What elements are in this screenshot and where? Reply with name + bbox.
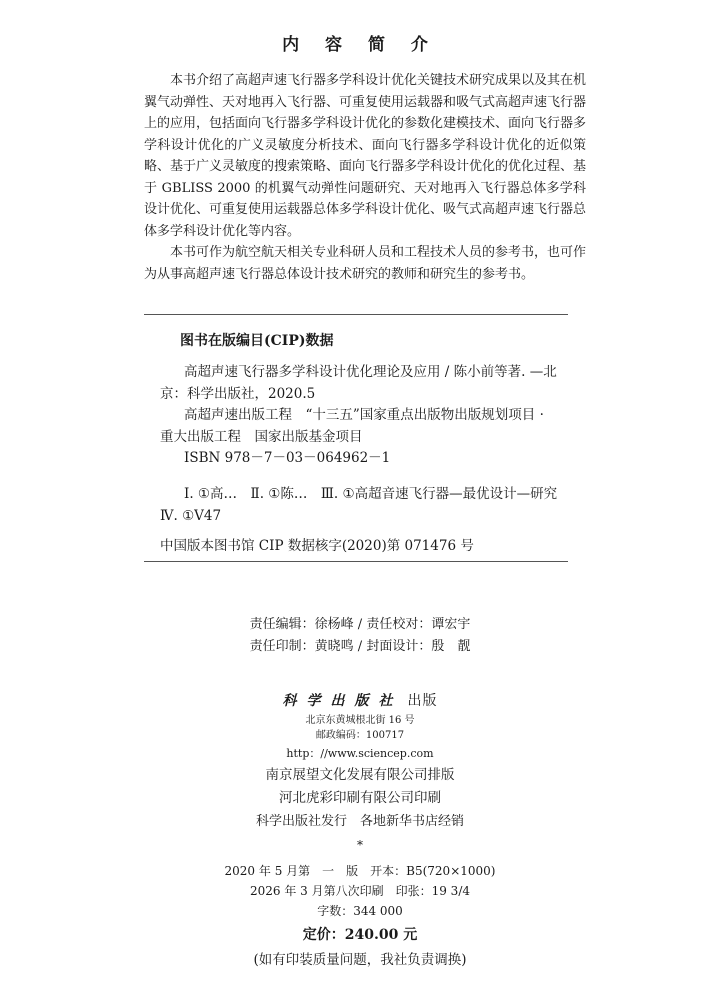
publisher-url: http：//www.sciencep.com <box>286 747 434 760</box>
distribution: 科学出版社发行 各地新华书店经销 <box>255 814 464 829</box>
page-title: 内 容 简 介 <box>282 35 438 55</box>
typesetter: 南京展望文化发展有限公司排版 <box>265 767 455 783</box>
cip-record-block <box>160 536 560 558</box>
publisher-logo-name: 科学出版社 <box>282 693 403 709</box>
separator-asterisk: * <box>357 838 363 852</box>
publisher-postcode: 邮政编码：100717 <box>315 730 405 741</box>
cip-isbn: ISBN 978－7－03－064962－1 <box>184 450 391 466</box>
word-count: 字数：344 000 <box>317 904 403 918</box>
cip-series: 高超声速出版工程 “十三五”国家重点出版物出版规划项目 · 重大出版工程 国家出版基金项目 <box>160 407 544 445</box>
cip-block <box>160 362 560 470</box>
intro-paragraph-2: 本书可作为航空航天相关专业科研人员和工程技术人员的参考书，也可作为从事高超声速飞行器总体设计技术研究的教师和研究生的参考书。 <box>144 245 587 282</box>
printer: 河北虎彩印刷有限公司印刷 <box>279 790 441 806</box>
publisher-line <box>0 690 720 710</box>
credits-editors: 责任编辑：徐杨峰 / 责任校对：谭宏宇 <box>249 617 471 632</box>
cip-heading: 图书在版编目(CIP)数据 <box>180 333 334 349</box>
cip-classification: Ⅰ. ①高… Ⅱ. ①陈… Ⅲ. ①高超音速飞行器—最优设计—研究 Ⅳ. ①V47 <box>160 486 571 524</box>
price: 定价：240.00 元 <box>302 927 418 943</box>
credits <box>0 614 720 658</box>
introduction <box>144 70 586 285</box>
credits-production: 责任印制：黄晓鸣 / 封面设计：殷 靓 <box>249 639 471 654</box>
cip-classification-block <box>160 484 571 527</box>
cip-entry: 高超声速飞行器多学科设计优化理论及应用 / 陈小前等著. —北京：科学出版社，2020.5 <box>160 364 557 402</box>
edition-line-2: 2026 年 3 月第八次印刷 印张：19 3/4 <box>249 884 470 898</box>
cip-record: 中国版本图书馆 CIP 数据核字(2020)第 071476 号 <box>160 538 474 554</box>
cip-bottom-rule <box>144 561 568 562</box>
intro-paragraph-1: 本书介绍了高超声速飞行器多学科设计优化关键技术研究成果以及其在机翼气动弹性、天对地再入飞行器、可重复使用运载器和吸气式高超声速飞行器上的应用，包括面向飞行器多学科设计优化的参数化建模技术、面向飞行器多学科设计优化的广义灵敏度分析技术、面向飞行器多学科设计优化的近似策略、基于广义灵敏度的搜索策略、面向飞行器多学科设计优化的优化过程、基于 GBLISS 2000 的机翼气动弹性问题研究、天对地再入飞行器总体多学科设计优化、可重复使用运载器总体多学科设计优化、吸气式高超声速飞行器总体多学科设计优化等内容。 <box>144 73 587 239</box>
cip-top-rule <box>144 314 568 315</box>
edition-line-1: 2020 年 5 月第 一 版 开本：B5(720×1000) <box>224 864 496 878</box>
quality-notice: (如有印装质量问题，我社负责调换) <box>253 952 467 968</box>
publisher-suffix: 出版 <box>407 693 438 709</box>
publisher-address: 北京东黄城根北街 16 号 <box>305 715 415 726</box>
